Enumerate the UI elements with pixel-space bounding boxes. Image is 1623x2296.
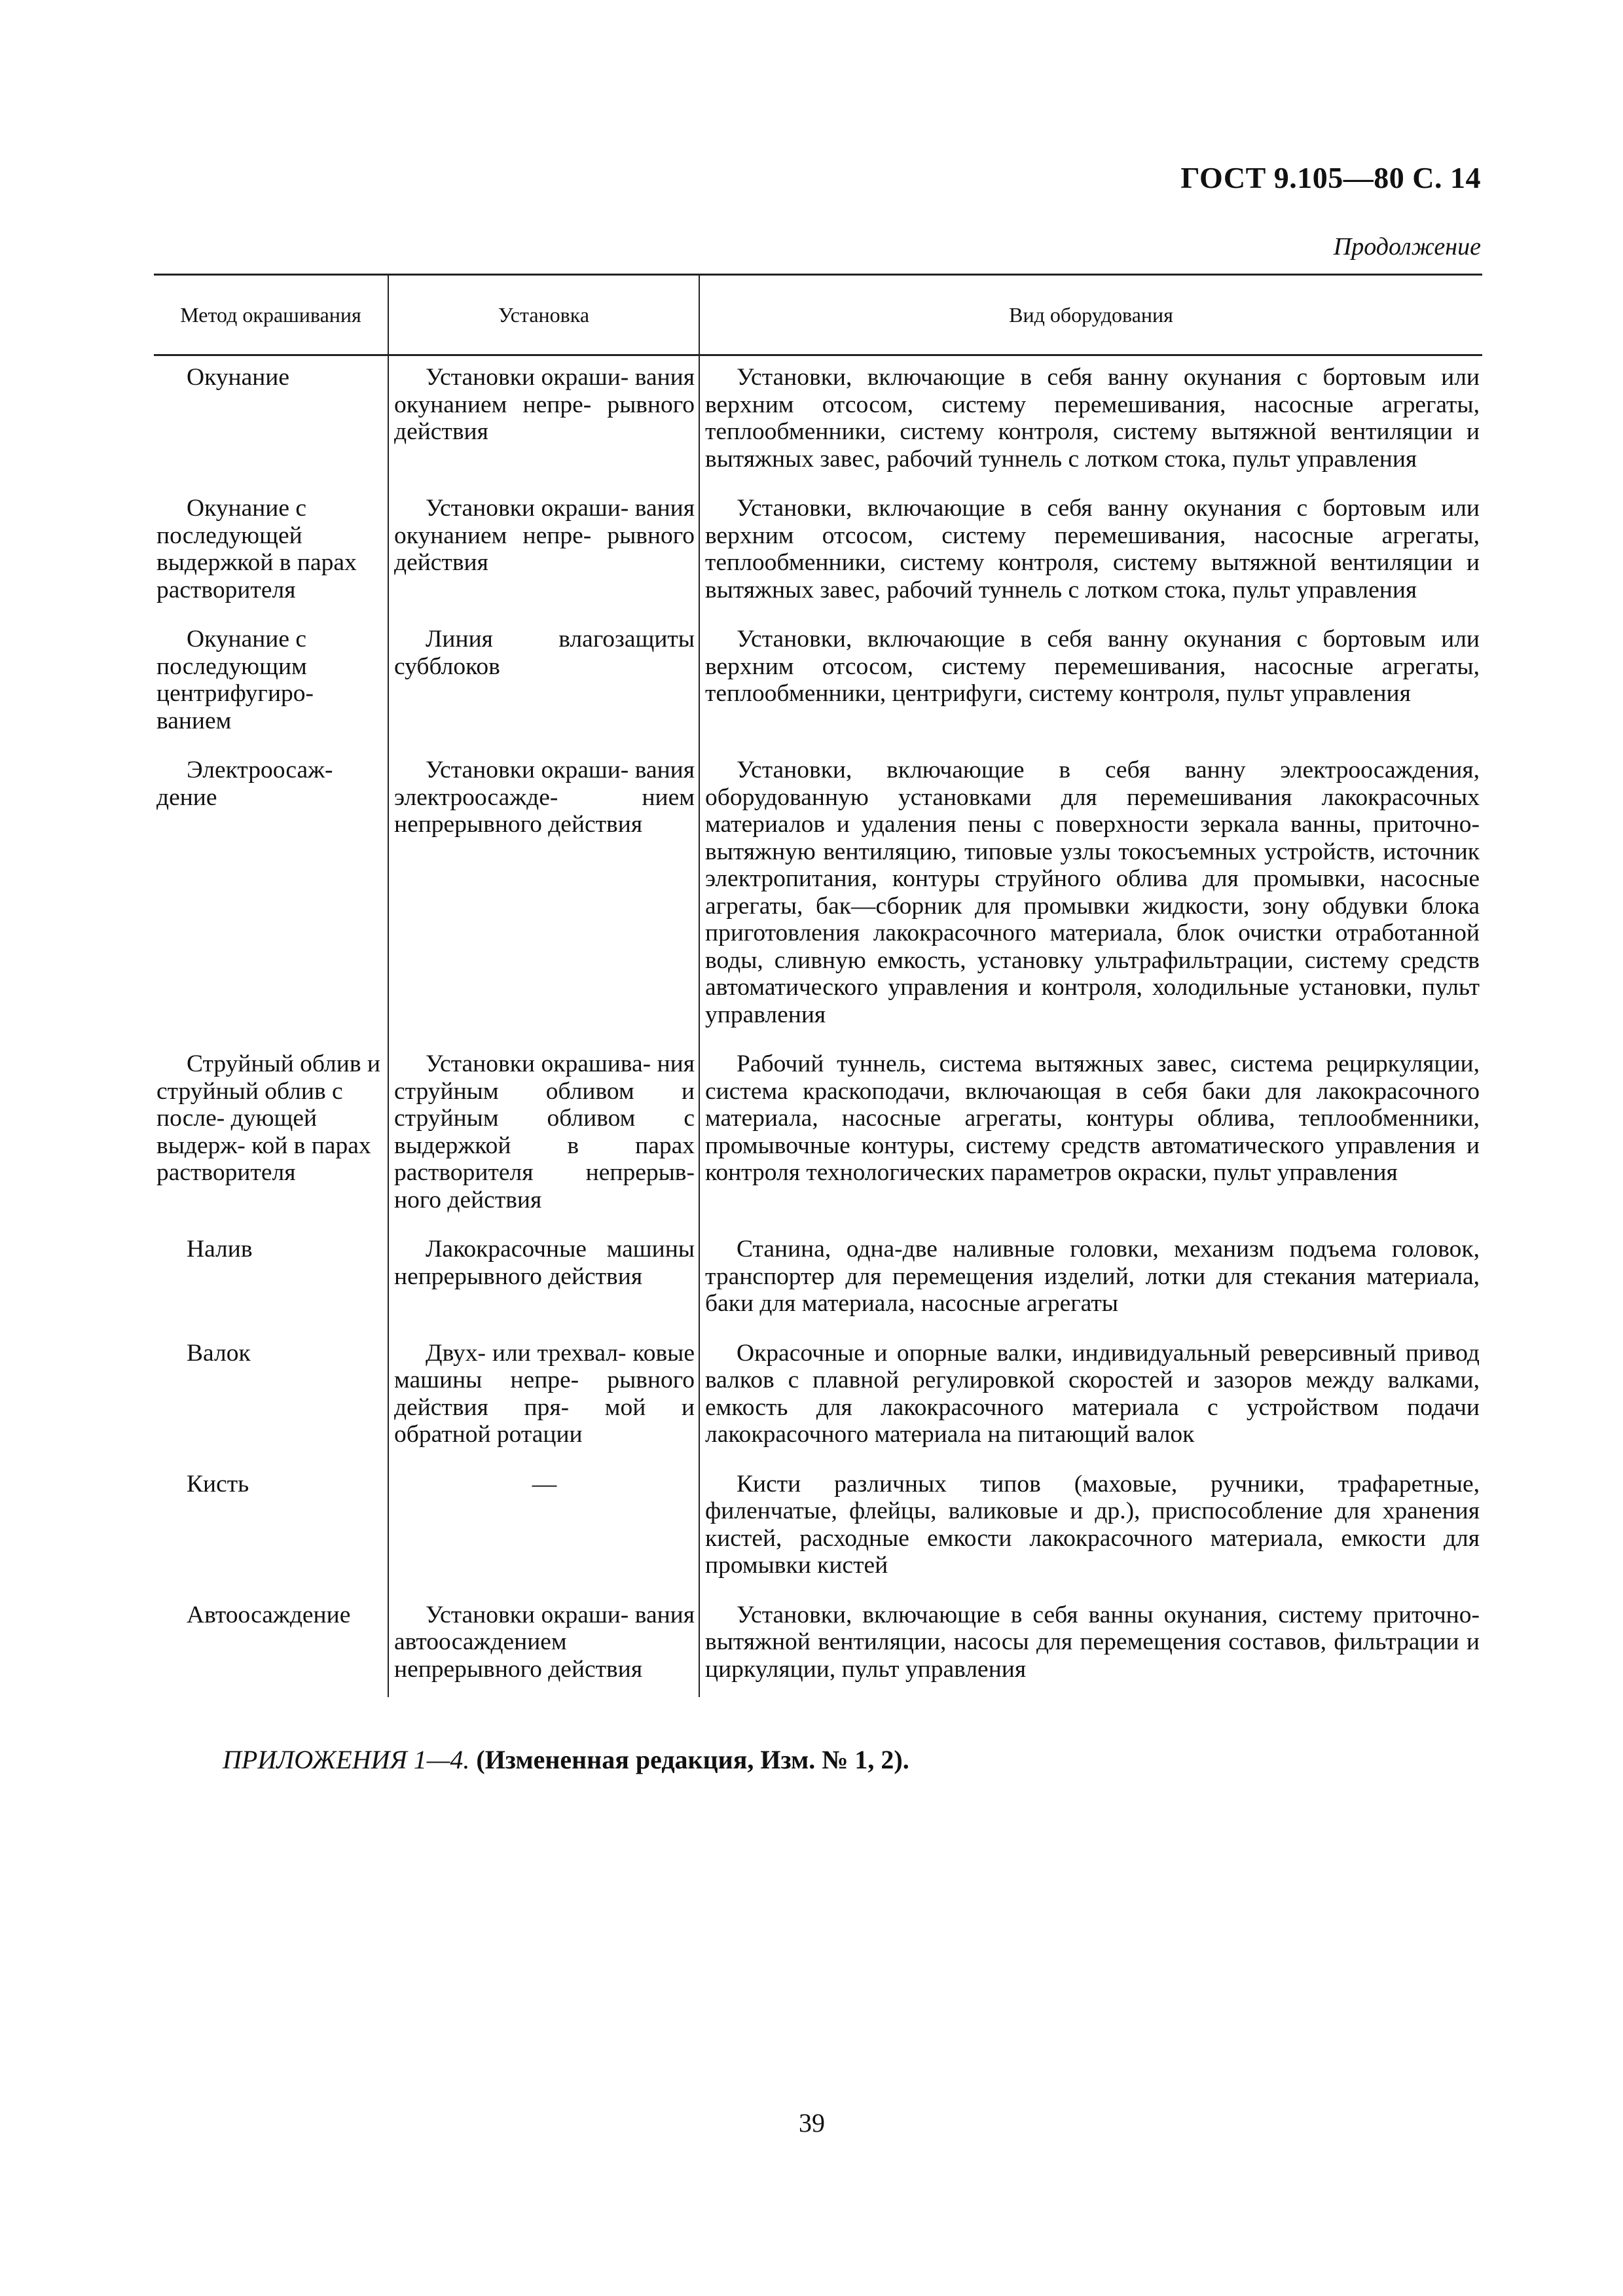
column-header-equipment: Вид оборудования (699, 275, 1482, 355)
table-row (154, 1463, 1482, 1594)
method-text: Кисть (187, 1470, 249, 1498)
method-cell (154, 1332, 388, 1463)
method-cell (154, 1043, 388, 1228)
page-number: 39 (799, 2108, 825, 2138)
method-text: Электроосаж- дение (156, 757, 333, 811)
method-cell (154, 355, 388, 488)
amendment-note (223, 1744, 1467, 1775)
table-row (154, 355, 1482, 488)
table-row (154, 1043, 1482, 1228)
table-header-row (154, 275, 1482, 355)
installation-cell: — (388, 1463, 699, 1594)
method-cell (154, 1463, 388, 1594)
equipment-cell: Установки, включающие в себя ванну электроосаждения, оборудованную установками для перемешивания лакокрасочных материалов и удаления пены с поверхности зеркала ванны, приточно-вытяжную вентиляцию, типовые узлы токосъемных устройств, источник электропитания, контуры струйного облива для промывки, насосные агрегаты, бак—сборник для промывки жидкости, зону обдувки блока приготовления лакокрасочного материала, блок очистки отработанной воды, сливную емкость, установку ультрафильтрации, систему средств автоматического управления и контроля, холодильные установки, пульт управления (699, 749, 1482, 1043)
equipment-table (154, 274, 1482, 1697)
method-cell (154, 749, 388, 1043)
method-text: Окунание (187, 364, 290, 391)
equipment-cell: Станина, одна-две наливные головки, механизм подъема головок, транспортер для перемещения изделий, лотки для стекания материала, баки для материала, насосные агрегаты (699, 1228, 1482, 1332)
equipment-cell: Рабочий туннель, система вытяжных завес, система рециркуляции, система краскоподачи, включающая в себя баки для лакокрасочного материала, насосные агрегаты, контуры облива, теплообменники, промывочные контуры, систему средств автоматического управления и контроля технологических параметров окраски, пульт управления (699, 1043, 1482, 1228)
method-text: Окунание с последующей выдержкой в парах растворителя (156, 495, 357, 603)
amendment-note-revision: (Измененная редакция, Изм. № 1, 2). (476, 1745, 909, 1774)
method-cell (154, 618, 388, 749)
column-header-installation: Установка (388, 275, 699, 355)
installation-cell: Установки окрашива- ния струйным обливом и струйным обливом с выдержкой в парах растворителя непрерыв- ного действия (388, 1043, 699, 1228)
method-text: Налив (187, 1236, 253, 1263)
table-row (154, 1594, 1482, 1698)
equipment-cell: Установки, включающие в себя ванны окунания, систему приточно-вытяжной вентиляции, насосы для перемещения составов, фильтрации и циркуляции, пульт управления (699, 1594, 1482, 1698)
column-header-method: Метод окрашивания (154, 275, 388, 355)
amendment-note-appendices: ПРИЛОЖЕНИЯ 1—4. (223, 1745, 470, 1774)
method-text: Валок (187, 1339, 251, 1367)
equipment-cell: Установки, включающие в себя ванну окунания с бортовым или верхним отсосом, систему перемешивания, насосные агрегаты, теплообменники, систему контроля, систему вытяжной вентиляции и вытяжных завес, рабочий туннель с лотком стока, пульт управления (699, 355, 1482, 488)
continuation-label: Продолжение (1333, 233, 1481, 260)
table-row (154, 749, 1482, 1043)
page-header-title: ГОСТ 9.105—80 С. 14 (1180, 161, 1481, 194)
equipment-cell: Установки, включающие в себя ванну окунания с бортовым или верхним отсосом, систему перемешивания, насосные агрегаты, теплообменники, систему контроля, систему вытяжной вентиляции и вытяжных завес, рабочий туннель с лотком стока, пульт управления (699, 487, 1482, 618)
equipment-cell: Окрасочные и опорные валки, индивидуальный реверсивный привод валков с плавной регулировкой скоростей и зазоров между валками, емкость для лакокрасочного материала с устройством подачи лакокрасочного материала на питающий валок (699, 1332, 1482, 1463)
installation-cell: Двух- или трехвал- ковые машины непре- рывного действия пря- мой и обратной ротации (388, 1332, 699, 1463)
method-cell (154, 1228, 388, 1332)
method-text: Струйный облив и струйный облив с после- дующей выдерж- кой в парах растворителя (156, 1050, 380, 1186)
installation-cell: Установки окраши- вания окунанием непре- рывного действия (388, 355, 699, 488)
installation-cell: Лакокрасочные машины непрерывного действия (388, 1228, 699, 1332)
installation-cell: Установки окраши- вания автоосаждением непрерывного действия (388, 1594, 699, 1698)
table-row (154, 1228, 1482, 1332)
equipment-cell: Кисти различных типов (маховые, ручники, трафаретные, филенчатые, флейцы, валиковые и др.), приспособление для хранения кистей, расходные емкости лакокрасочного материала, емкости для промывки кистей (699, 1463, 1482, 1594)
method-text: Окунание с последующим центрифугиро- ванием (156, 626, 314, 734)
installation-cell: Установки окраши- вания окунанием непре- рывного действия (388, 487, 699, 618)
method-cell (154, 487, 388, 618)
table-row (154, 618, 1482, 749)
method-cell (154, 1594, 388, 1698)
installation-cell: Установки окраши- вания электроосажде- нием непрерывного действия (388, 749, 699, 1043)
table-row (154, 487, 1482, 618)
method-text: Автоосаждение (187, 1601, 351, 1628)
equipment-cell: Установки, включающие в себя ванну окунания с бортовым или верхним отсосом, систему перемешивания, насосные агрегаты, теплообменники, центрифуги, систему контроля, пульт управления (699, 618, 1482, 749)
installation-cell: Линия влагозащиты субблоков (388, 618, 699, 749)
table-row (154, 1332, 1482, 1463)
